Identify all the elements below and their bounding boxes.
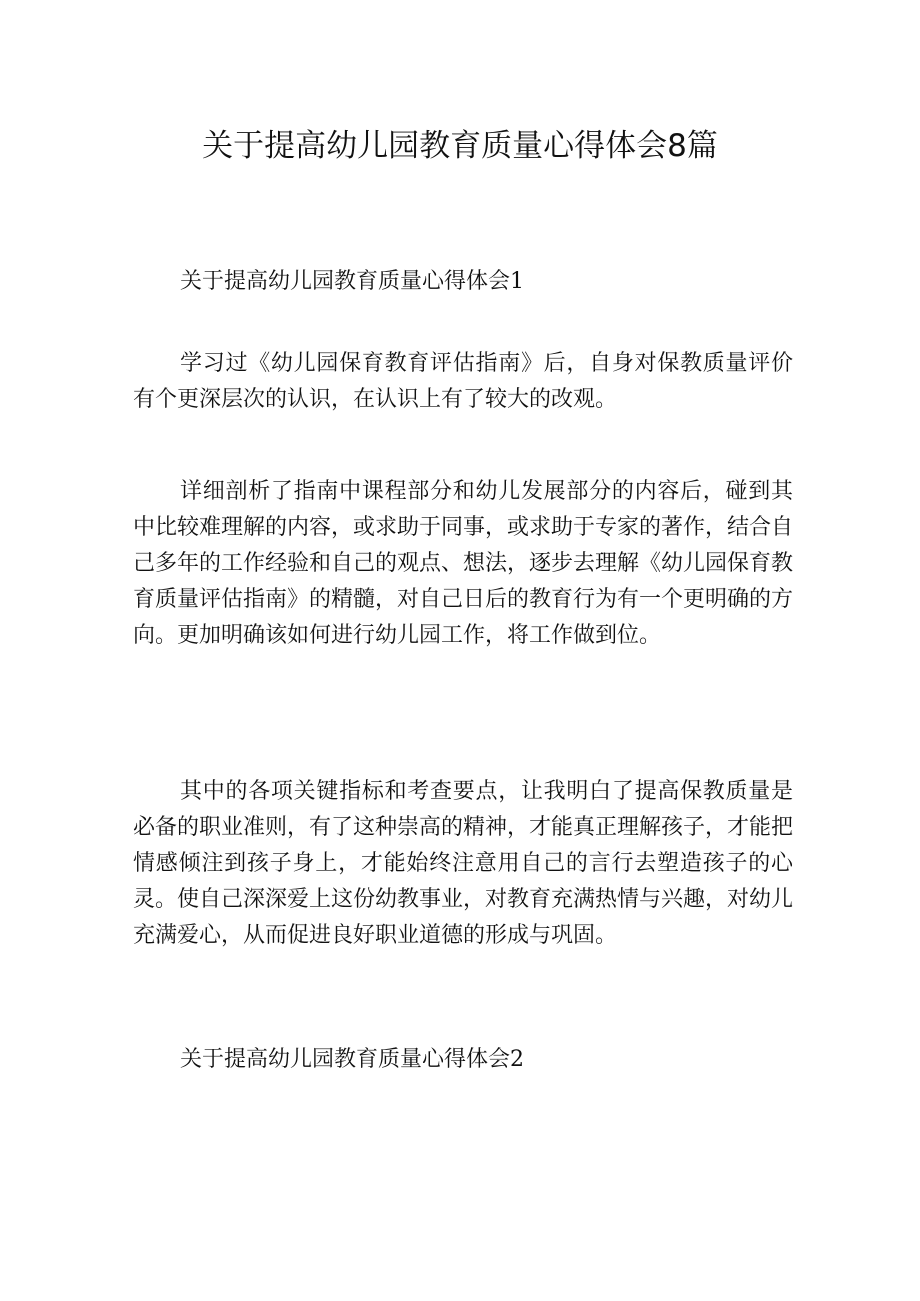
document-title: 关于提高幼儿园教育质量心得体会8篇 — [202, 128, 718, 164]
paragraph-1-1: 学习过《幼儿园保育教育评估指南》后，自身对保教质量评价有个更深层次的认识，在认识上有了较大的改观。 — [133, 351, 793, 412]
paragraph-1-3: 其中的各项关键指标和考查要点，让我明白了提高保教质量是必备的职业准则，有了这种崇高的精神，才能真正理解孩子，才能把情感倾注到孩子身上，才能始终注意用自己的言行去塑造孩子的心灵。使自己深深爱上这份幼教事业，对教育充满热情与兴趣，对幼儿充满爱心，从而促进良好职业道德的形成与巩固。 — [133, 779, 794, 948]
section-heading-2: 关于提高幼儿园教育质量心得体会2 — [180, 1047, 524, 1072]
paragraph-1-2: 详细剖析了指南中课程部分和幼儿发展部分的内容后，碰到其中比较难理解的内容，或求助于同事，或求助于专家的著作，结合自己多年的工作经验和自己的观点、想法，逐步去理解《幼儿园保育教育质量评估指南》的精髓，对自己日后的教育行为有一个更明确的方向。更加明确该如何进行幼儿园工作，将工作做到位。 — [133, 479, 794, 648]
section-heading-1: 关于提高幼儿园教育质量心得体会1 — [180, 269, 524, 294]
